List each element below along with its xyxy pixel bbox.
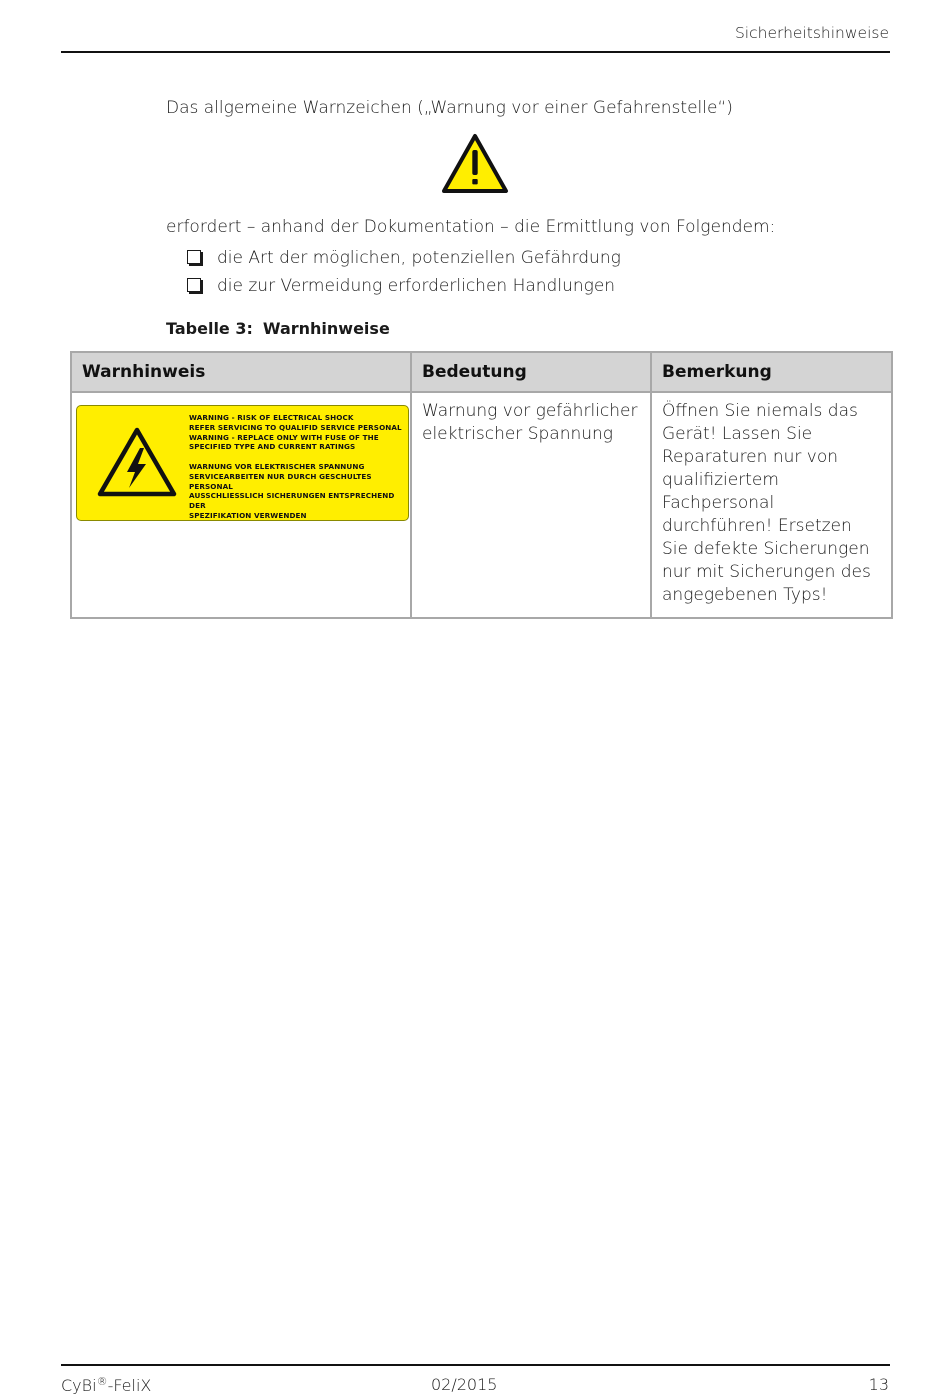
- label-line: SPECIFIED TYPE AND CURRENT RATINGS: [189, 442, 356, 452]
- high-voltage-icon: [96, 426, 178, 498]
- product-name: CyBi: [61, 1376, 97, 1395]
- warning-label-cell: [71, 392, 411, 618]
- warning-triangle-icon: [441, 133, 509, 194]
- page-number: 13: [868, 1375, 889, 1394]
- footer-product: [61, 1375, 151, 1395]
- list-item-text: die zur Vermeidung erforderlichen Handlungen: [217, 276, 616, 296]
- meaning-cell: Warnung vor gefährlicher elektrischer Spannung: [411, 392, 651, 618]
- table-caption-title: Warnhinweise: [262, 319, 390, 338]
- table-row: [71, 392, 892, 618]
- checkbox-icon: [187, 250, 201, 264]
- running-header: Sicherheitshinweise: [734, 24, 889, 42]
- table-header-row: [71, 352, 892, 392]
- intro-text: Das allgemeine Warnzeichen („Warnung vor einer Gefahrenstelle“): [166, 98, 733, 118]
- table-caption-number: Tabelle 3:: [166, 319, 253, 338]
- list-item: [187, 246, 621, 274]
- warnings-table: [70, 351, 893, 619]
- column-header-bemerkung: Bemerkung: [651, 352, 892, 392]
- remark-cell: Öffnen Sie niemals das Gerät! Lassen Sie Reparaturen nur von qualifiziertem Fachpersonal durchführen! Ersetzen Sie defekte Sicherungen nur mit Sicherungen des angegebenen Typs!: [651, 392, 892, 618]
- label-line: REFER SERVICING TO QUALIFID SERVICE PERSONAL: [189, 422, 402, 432]
- footer-date: 02/2015: [431, 1375, 498, 1394]
- list-item-text: die Art der möglichen, potenziellen Gefährdung: [217, 248, 621, 268]
- label-line: WARNUNG VOR ELEKTRISCHER SPANNUNG: [189, 461, 365, 471]
- label-line: SPEZIFIKATION VERWENDEN: [189, 510, 307, 520]
- footer-rule: [61, 1364, 890, 1366]
- label-line: WARNING - REPLACE ONLY WITH FUSE OF THE: [189, 432, 379, 442]
- label-line: SERVICEARBEITEN NUR DURCH GESCHULTES: [189, 471, 372, 481]
- registered-mark: ®: [96, 1375, 108, 1388]
- label-text: [189, 413, 407, 521]
- label-line: AUSSCHLIESSLICH SICHERUNGEN ENTSPRECHEND DER: [189, 491, 395, 511]
- checkbox-icon: [187, 278, 201, 292]
- column-header-warnhinweis: Warnhinweis: [71, 352, 411, 392]
- column-header-bedeutung: Bedeutung: [411, 352, 651, 392]
- label-line: PERSONAL: [189, 481, 233, 491]
- requires-text: erfordert – anhand der Dokumentation – die Ermittlung von Folgendem:: [166, 217, 776, 237]
- header-rule: [61, 51, 890, 53]
- electrical-warning-label: [76, 405, 409, 521]
- list-item: [187, 274, 621, 302]
- bullet-list: [187, 246, 621, 302]
- table-caption: [166, 319, 390, 338]
- label-line: WARNING - RISK OF ELECTRICAL SHOCK: [189, 413, 354, 422]
- product-suffix: -FeliX: [107, 1376, 152, 1395]
